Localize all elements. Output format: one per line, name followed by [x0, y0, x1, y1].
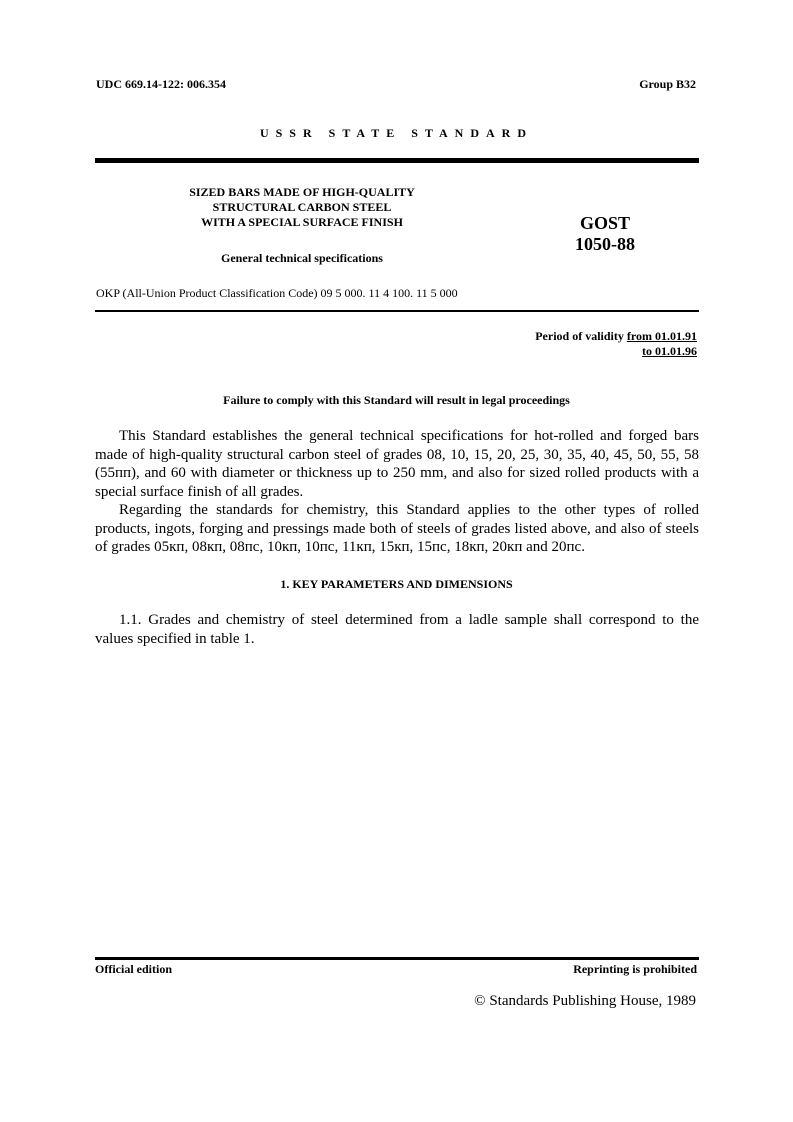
validity-from: from 01.01.91: [626, 329, 697, 343]
validity-period: [535, 329, 697, 359]
gost-designation: [540, 213, 670, 255]
state-standard-heading: USSR STATE STANDARD: [259, 126, 534, 140]
validity-label: Period of validity: [535, 329, 627, 343]
section-heading: 1. KEY PARAMETERS AND DIMENSIONS: [280, 577, 513, 591]
top-divider: [95, 158, 699, 163]
footer-divider: [95, 957, 699, 960]
paragraph-chemistry: Regarding the standards for chemistry, this Standard applies to the other types of rolled products, ingots, forging and pressings made both of steels of grades listed above, and also of steels of grades 05кп, 08кп, 08пс, 10кп, 10пс, 11кп, 15кп, 15пс, 18кп, 20кп and 20пс.: [95, 502, 699, 555]
title-line: WITH A SPECIAL SURFACE FINISH: [201, 215, 403, 229]
group-code: Group B32: [639, 77, 696, 91]
title-line: SIZED BARS MADE OF HIGH-QUALITY: [189, 185, 415, 199]
gost-label: GOST: [579, 213, 631, 233]
paragraph-1-1: 1.1. Grades and chemistry of steel determined from a ladle sample shall correspond to the values specified in table 1.: [95, 612, 699, 647]
reprint-notice: Reprinting is prohibited: [573, 962, 697, 976]
paragraph-scope: This Standard establishes the general technical specifications for hot-rolled and forged bars made of high-quality structural carbon steel of grades 08, 10, 15, 20, 25, 30, 35, 40, 45, 50, 55, 58 (55пп), and 60 with diameter or thickness up to 250 mm, and also for sized rolled products with a special surface finish of all grades.: [95, 428, 699, 500]
copyright: © Standards Publishing House, 1989: [474, 993, 696, 1009]
title-line: STRUCTURAL CARBON STEEL: [212, 200, 392, 214]
legal-warning: Failure to comply with this Standard will result in legal proceedings: [223, 393, 570, 407]
udc-code: UDC 669.14-122: 006.354: [96, 77, 226, 91]
official-edition: Official edition: [95, 962, 172, 976]
document-title: [95, 185, 509, 230]
document-subtitle: General technical specifications: [221, 251, 383, 265]
validity-to: to 01.01.96: [642, 344, 697, 358]
gost-number: 1050-88: [575, 234, 635, 254]
okp-code: OKP (All-Union Product Classification Code) 09 5 000. 11 4 100. 11 5 000: [96, 286, 458, 300]
okp-divider: [95, 310, 699, 312]
